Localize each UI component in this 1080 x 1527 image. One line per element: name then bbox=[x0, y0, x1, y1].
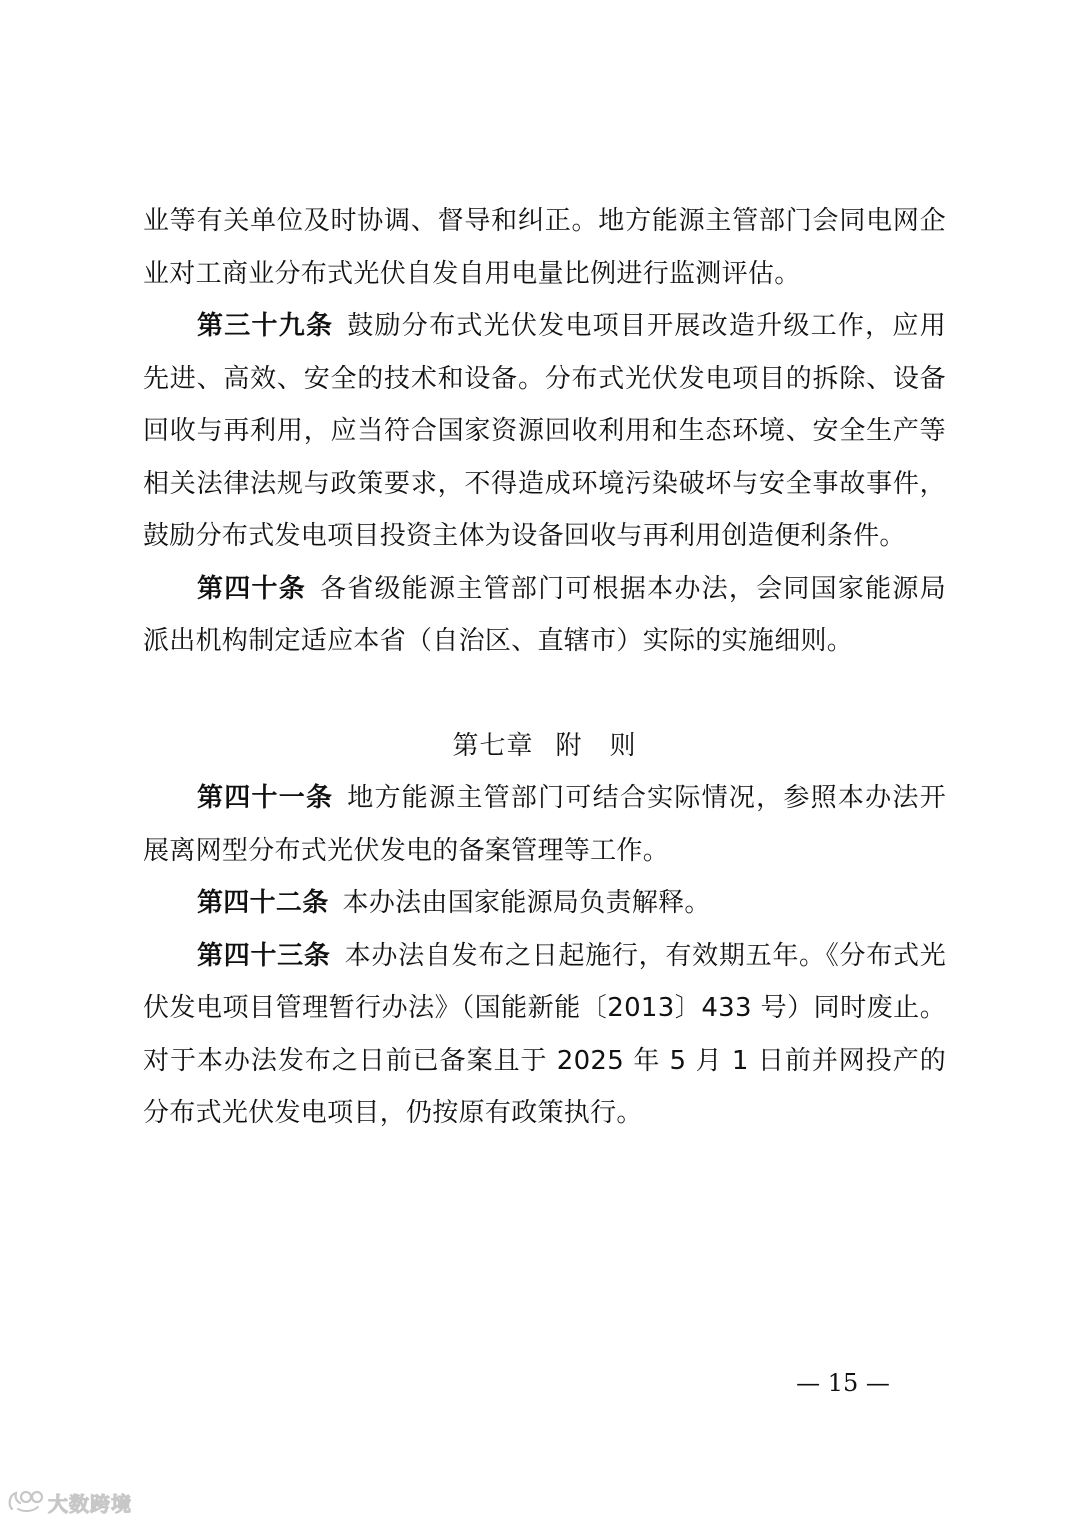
paragraph-text: 业等有关单位及时协调、督导和纠正。地方能源主管部门会同电网企业对工商业分布式光伏自发自用电量比例进行监测评估。 bbox=[143, 206, 946, 289]
document-body bbox=[143, 195, 946, 1140]
article-number: 第四十三条 bbox=[197, 940, 331, 971]
article-40 bbox=[143, 563, 946, 668]
chapter-title: 附 则 bbox=[555, 730, 637, 761]
article-text: 本办法由国家能源局负责解释。 bbox=[342, 888, 711, 918]
article-42 bbox=[143, 877, 946, 930]
page-number: — 15 — bbox=[796, 1369, 890, 1397]
article-41 bbox=[143, 772, 946, 877]
article-text: 各省级能源主管部门可根据本办法，会同国家能源局派出机构制定适应本省（自治区、直辖市）实际的实施细则。 bbox=[143, 573, 946, 656]
watermark bbox=[6, 1485, 132, 1519]
article-39 bbox=[143, 300, 946, 563]
article-text: 本办法自发布之日起施行，有效期五年。《分布式光伏发电项目管理暂行办法》（国能新能〔2013〕433 号）同时废止。对于本办法发布之日前已备案且于 2025 年 5 月 1 日前并网投产的分布式光伏发电项目，仍按原有政策执行。 bbox=[143, 940, 946, 1128]
watermark-text: 大数跨境 bbox=[48, 1491, 132, 1516]
article-number: 第三十九条 bbox=[197, 311, 334, 341]
article-number: 第四十一条 bbox=[197, 783, 334, 813]
chapter-number: 第七章 bbox=[452, 730, 534, 761]
article-number: 第四十条 bbox=[197, 573, 307, 604]
chapter-heading bbox=[143, 720, 946, 773]
brand-logo-icon bbox=[6, 1485, 46, 1519]
article-43 bbox=[143, 930, 946, 1140]
paragraph-continued bbox=[143, 195, 946, 300]
article-text: 地方能源主管部门可结合实际情况，参照本办法开展离网型分布式光伏发电的备案管理等工作。 bbox=[143, 783, 946, 866]
article-number: 第四十二条 bbox=[197, 888, 329, 918]
article-text: 鼓励分布式光伏发电项目开展改造升级工作，应用先进、高效、安全的技术和设备。分布式光伏发电项目的拆除、设备回收与再利用，应当符合国家资源回收利用和生态环境、安全生产等相关法律法规与政策要求，不得造成环境污染破坏与安全事故事件，鼓励分布式发电项目投资主体为设备回收与再利用创造便利条件。 bbox=[143, 311, 946, 551]
